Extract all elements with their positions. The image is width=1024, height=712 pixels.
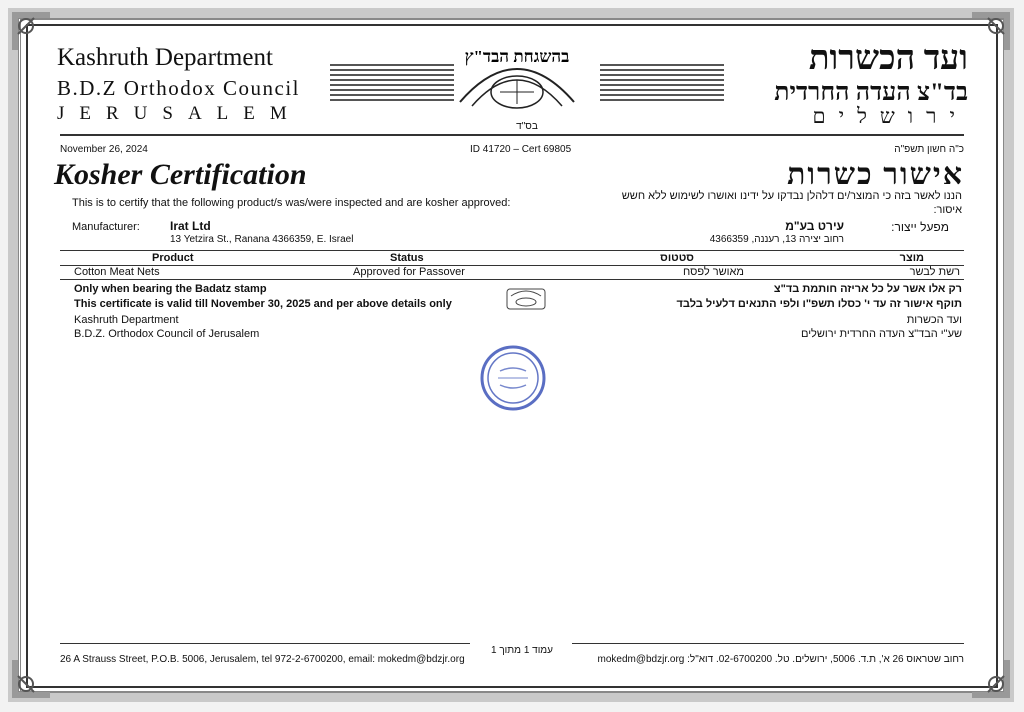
table-header-product-he: מוצר <box>899 252 924 264</box>
table-header-status: Status <box>390 252 424 264</box>
header-he-council: בד"צ העדה החרדית <box>774 79 968 106</box>
footer-address-he: רחוב שטראוס 26 א', ת.ד. 5006, ירושלים. טל. 02-6700200. דוא"ל: mokedm@bdzjr.org <box>597 654 964 665</box>
manufacturer-name-he: עירט בע"מ <box>785 219 844 233</box>
row-product-he: רשת לבשר <box>909 266 960 278</box>
note-valid-en: This certificate is valid till November 30, 2025 and per above details only <box>74 298 452 310</box>
decorative-stripes-left <box>330 64 454 108</box>
header-en-department: Kashruth Department <box>57 44 273 71</box>
table-top-rule <box>60 250 964 251</box>
header-en-city: JERUSALEM <box>57 103 302 124</box>
note-valid-he: תוקף אישור זה עד י' כסלו תשפ"ו ולפי התנאים דלעיל בלבד <box>676 298 962 310</box>
manufacturer-address-en: 13 Yetzira St., Ranana 4366359, E. Israel <box>170 234 354 245</box>
badatz-seal-logo <box>452 44 582 116</box>
corner-ornament-bottom-left <box>8 656 54 702</box>
corner-ornament-top-right <box>968 8 1014 54</box>
certificate-id: ID 41720 – Cert 69805 <box>470 144 572 155</box>
footer-rule-right <box>572 643 964 644</box>
intro-he-line1: הננו לאשר בזה כי המוצר/ים דלהלן נבדקו על ידינו ואושרו לשימוש ללא חשש <box>621 190 962 202</box>
issue-date-he: כ"ה חשון תשפ"ה <box>894 144 964 155</box>
header-he-department: ועד הכשרות <box>808 40 968 77</box>
table-header-status-he: סטטוס <box>660 252 694 264</box>
decorative-stripes-right <box>600 64 724 108</box>
manufacturer-label-en: Manufacturer: <box>72 221 140 233</box>
note-dept-en: Kashruth Department <box>74 314 179 326</box>
badatz-mini-seal-icon <box>506 288 546 310</box>
note-stamp-he: רק אלו אשר על כל אריזה חותמת בד"צ <box>773 283 962 295</box>
footer-rule-left <box>60 643 470 644</box>
issue-date-en: November 26, 2024 <box>60 144 148 155</box>
official-blue-stamp-icon <box>480 345 546 411</box>
header-divider <box>60 134 964 136</box>
header-he-city: ירושלים <box>812 104 968 128</box>
title-he: אישור כשרות <box>787 158 964 191</box>
header-en-council: B.D.Z Orthodox Council <box>57 76 300 100</box>
row-status: Approved for Passover <box>353 266 465 278</box>
footer-address-en: 26 A Strauss Street, P.O.B. 5006, Jerusalem, tel 972-2-6700200, email: mokedm@bdzjr.org <box>60 654 465 665</box>
seal-text: בהשגחת הבד"ץ <box>464 47 570 66</box>
title-en: Kosher Certification <box>54 158 307 191</box>
note-council-he: שע"י הבד"צ העדה החרדית ירושלים <box>800 328 962 340</box>
page-number: עמוד 1 מתוך 1 <box>490 645 553 656</box>
manufacturer-label-he: מפעל ייצור: <box>891 220 949 234</box>
intro-he-line2: איסור: <box>933 204 962 216</box>
manufacturer-name-en: Irat Ltd <box>170 219 211 233</box>
corner-ornament-bottom-right <box>968 656 1014 702</box>
table-header-rule <box>60 265 964 266</box>
corner-ornament-top-left <box>8 8 54 54</box>
bsd-mark: בס"ד <box>516 121 538 132</box>
table-bottom-rule <box>60 279 964 280</box>
row-product: Cotton Meat Nets <box>74 266 160 278</box>
table-header-product: Product <box>152 252 194 264</box>
note-council-en: B.D.Z. Orthodox Council of Jerusalem <box>74 328 260 340</box>
manufacturer-address-he: רחוב יצירה 13, רעננה, 4366359 <box>709 234 844 245</box>
row-status-he: מאושר לפסח <box>683 266 744 278</box>
note-stamp-en: Only when bearing the Badatz stamp <box>74 283 267 295</box>
note-dept-he: ועד הכשרות <box>906 314 962 326</box>
intro-en: This is to certify that the following product/s was/were inspected and are kosher approved: <box>72 197 511 209</box>
